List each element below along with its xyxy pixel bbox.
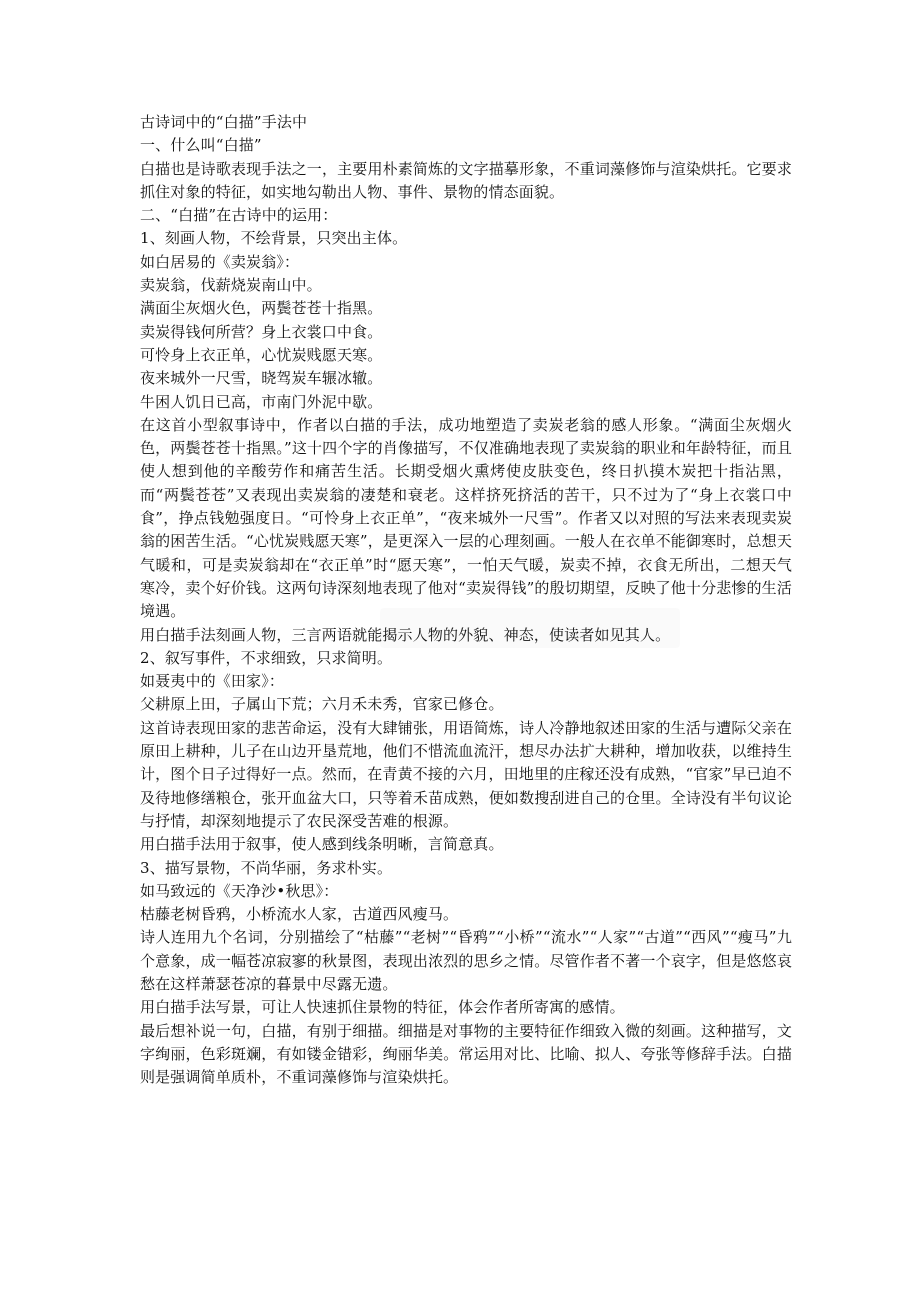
poem-line: 卖炭翁，伐薪烧炭南山中。 [140,276,322,295]
subsection-heading: 1、刻画人物，不绘背景，只突出主体。 [140,229,408,248]
poem-line: 牛困人饥日已高，市南门外泥中歇。 [140,392,383,411]
poem-intro: 如马致远的《天净沙•秋思》： [140,881,339,900]
subsection-heading: 2、叙写事件，不求细致，只求简明。 [140,648,393,667]
summary-paragraph: 用白描手法刻画人物，三言两语就能揭示人物的外貌、神态，使读者如见其人。 [140,625,671,644]
poem-line: 父耕原上田，子属山下荒；六月禾未秀，官家已修仓。 [140,695,504,714]
section-heading: 二、“白描”在古诗中的运用： [140,206,338,225]
poem-intro: 如聂夷中的《田家》： [140,672,285,691]
definition-paragraph: 白描也是诗歌表现手法之一，主要用朴素简炼的文字描摹形象，不重词藻修饰与渲染烘托。它要求抓住对象的特征，如实地勾勒出人物、事件、景物的情态面貌。 [140,159,792,201]
document-title: 古诗词中的“白描”手法中 [140,113,308,131]
summary-paragraph: 用白描手法写景，可让人快速抓住景物的特征，体会作者所寄寓的感情。 [140,998,625,1017]
poem-line: 卖炭得钱何所营？身上衣裳口中食。 [140,322,383,341]
poem-intro: 如白居易的《卖炭翁》： [140,252,300,271]
analysis-paragraph: 诗人连用九个名词，分别描绘了“枯藤”“老树”“昏鸦”“小桥”“流水”“人家”“古道”“西风”“瘦马”九个意象，成一幅苍凉寂寥的秋景图，表现出浓烈的思乡之情。尽管作者不著一个哀字，但是悠悠哀愁在这样萧瑟苍凉的暮景中尽露无遗。 [140,928,792,993]
poem-line: 枯藤老树昏鸦，小桥流水人家，古道西风瘦马。 [140,905,459,924]
analysis-paragraph: 在这首小型叙事诗中，作者以白描的手法，成功地塑造了卖炭老翁的感人形象。“满面尘灰烟火色，两鬓苍苍十指黑。”这十四个字的肖像描写，不仅准确地表现了卖炭翁的职业和年龄特征，而且使人想到他的辛酸劳作和痛苦生活。长期受烟火熏烤使皮肤变色，终日扒摸木炭把十指沾黑，而“两鬓苍苍”又表现出卖炭翁的凄楚和衰老。这样挤死挤活的苦干，只不过为了“身上衣裳口中食”，挣点钱勉强度日。“可怜身上衣正单”，“夜来城外一尺雪”。作者又以对照的写法来表现卖炭翁的困苦生活。“心忧炭贱愿天寒”，是更深入一层的心理刻画。一般人在衣单不能御寒时，总想天气暖和，可是卖炭翁却在“衣正单”时“愿天寒”，一怕天气暖，炭卖不掉，衣食无所出，二想天气寒冷，卖个好价钱。这两句诗深刻地表现了他对“卖炭得钱”的殷切期望，反映了他十分悲惨的生活境遇。 [140,415,792,621]
summary-paragraph: 用白描手法用于叙事，使人感到线条明晰，言简意真。 [140,835,504,854]
subsection-heading: 3、描写景物，不尚华丽，务求朴实。 [140,858,393,877]
poem-line: 满面尘灰烟火色，两鬓苍苍十指黑。 [140,299,383,318]
closing-paragraph: 最后想补说一句，白描，有别于细描。细描是对事物的主要特征作细致入微的刻画。这种描写，文字绚丽，色彩斑斓，有如镂金错彩，绚丽华美。常运用对比、比喻、拟人、夸张等修辞手法。白描则是强调简单质朴，不重词藻修饰与渲染烘托。 [140,1021,792,1087]
poem-line: 可怜身上衣正单，心忧炭贱愿天寒。 [140,345,383,364]
analysis-paragraph: 这首诗表现田家的悲苦命运，没有大肆铺张，用语简炼，诗人冷静地叙述田家的生活与遭际父亲在原田上耕种，儿子在山边开垦荒地，他们不惜流血流汗，想尽办法扩大耕种，增加收获，以维持生计，图个日子过得好一点。然而，在青黄不接的六月，田地里的庄稼还没有成熟，“官家”早已迫不及待地修缮粮仓，张开血盆大口，只等着禾苗成熟，便如数搜刮进自己的仓里。全诗没有半句议论与抒情，却深刻地提示了农民深受苦难的根源。 [140,718,792,830]
section-heading: 一、什么叫“白描” [140,136,262,155]
document-body [140,111,792,1089]
poem-line: 夜来城外一尺雪，晓驾炭车辗冰辙。 [140,369,383,388]
